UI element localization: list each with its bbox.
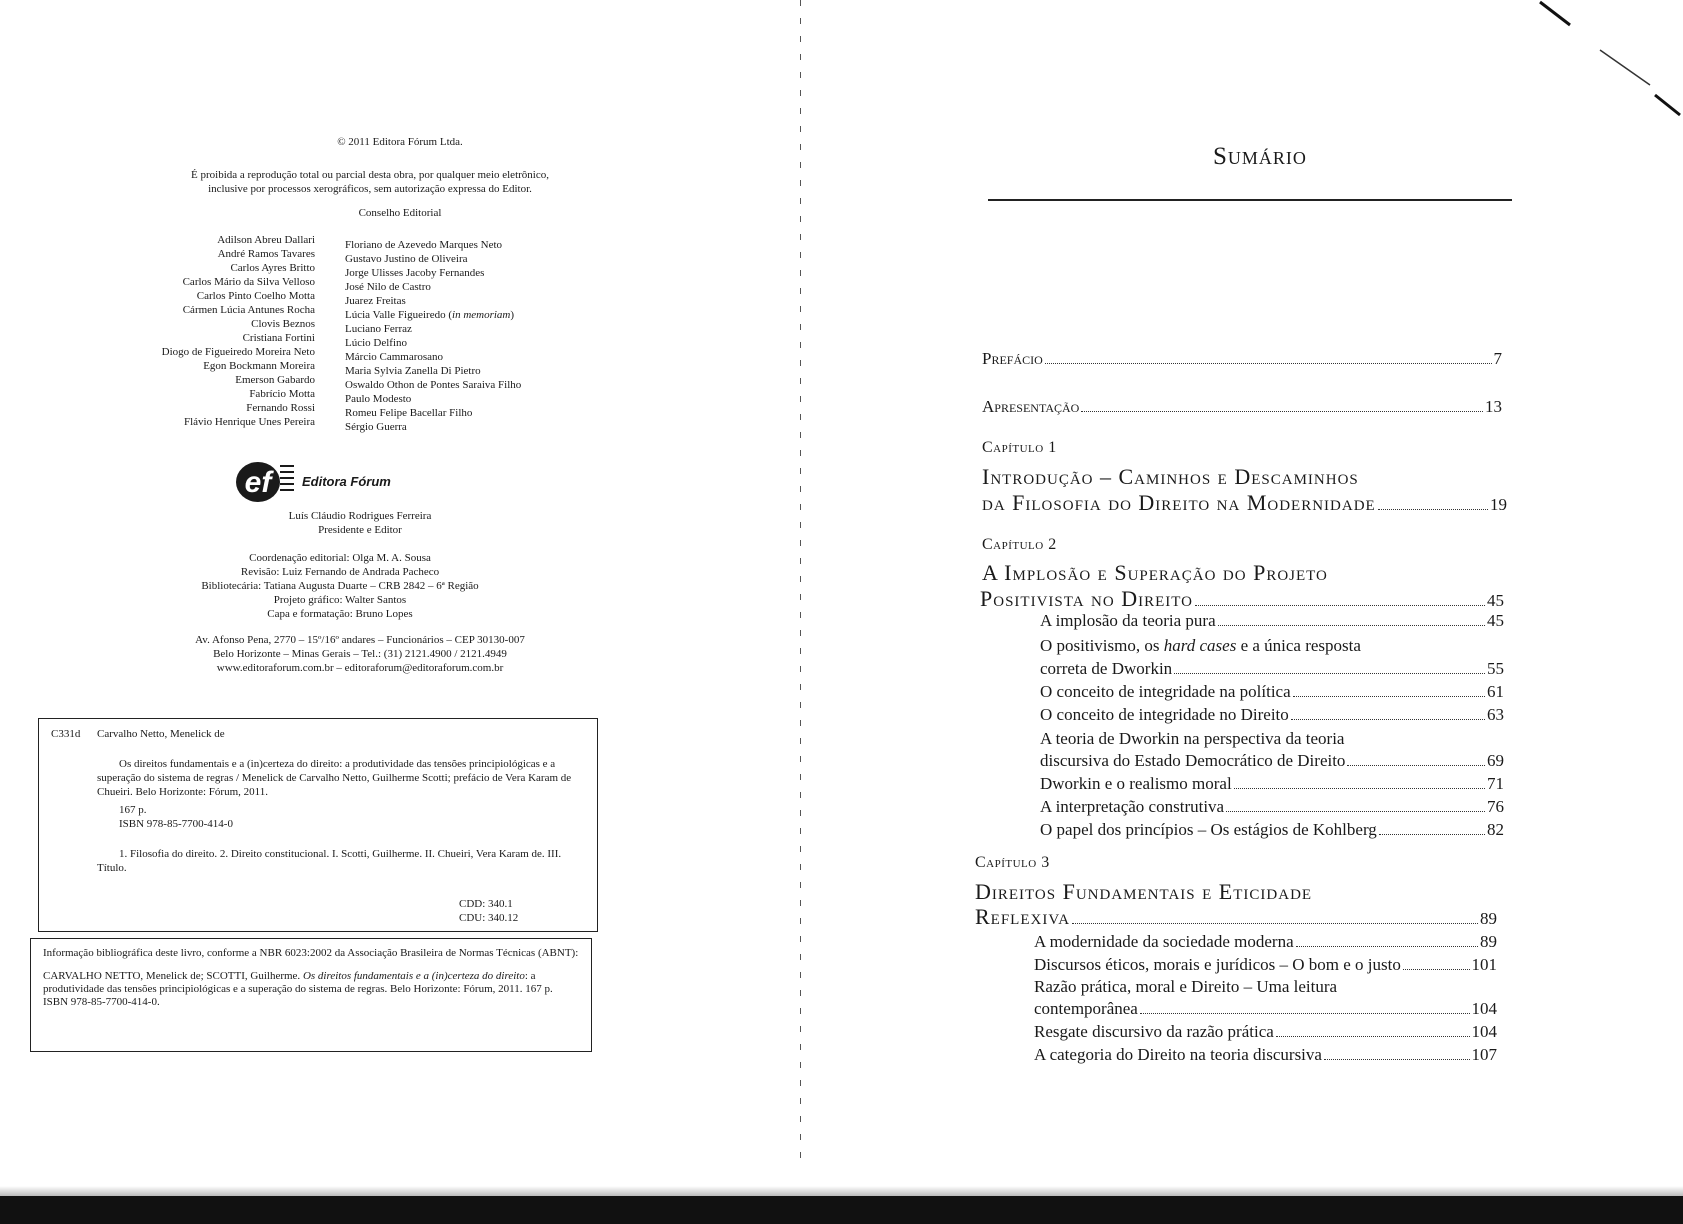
council-member: Emerson Gabardo — [235, 374, 315, 386]
section-title: discursiva do Estado Democrático de Direito — [1040, 751, 1346, 770]
address-line: Av. Afonso Pena, 2770 – 15º/16º andares – Funcionários – CEP 30130-007 — [195, 634, 525, 646]
logo-mark-letters: ef — [244, 466, 272, 499]
toc-section-entry — [1040, 705, 1504, 725]
catalog-record — [38, 718, 598, 932]
chapter-1-label: Capítulo 1 — [982, 439, 1057, 456]
scan-bottom-shadow — [0, 1186, 1683, 1196]
council-member: Carlos Pinto Coelho Motta — [196, 290, 315, 302]
council-member: Floriano de Azevedo Marques Neto — [345, 239, 503, 251]
toc-section-entry — [1034, 999, 1497, 1019]
toc-section-entry — [1034, 932, 1497, 952]
toc-entry-apresentacao — [982, 397, 1502, 417]
toc-section-entry — [1040, 774, 1504, 794]
chapter-3-title-line: Reflexiva — [975, 904, 1071, 929]
council-member: Lúcia Valle Figueiredo (in memoriam) — [345, 309, 515, 321]
chapter-3-label: Capítulo 3 — [975, 854, 1050, 871]
section-title-line: A teoria de Dworkin na perspectiva da teoria — [1040, 729, 1345, 748]
publisher-logo-icon — [232, 458, 298, 504]
reproduction-notice-line: É proibida a reprodução total ou parcial desta obra, por qualquer meio eletrônico, — [191, 169, 549, 181]
chapter-2-title-line: A Implosão e Superação do Projeto — [982, 560, 1328, 585]
council-member: Cármen Lúcia Antunes Rocha — [182, 304, 315, 316]
council-member: Egon Bockmann Moreira — [203, 360, 315, 372]
toc-section-entry — [1040, 820, 1504, 840]
section-title: Dworkin e o realismo moral — [1040, 774, 1232, 793]
chapter-2-page: 45 — [1487, 591, 1504, 610]
section-title-italic: hard cases — [1163, 636, 1237, 655]
section-page: 55 — [1487, 659, 1504, 678]
address-line: Belo Horizonte – Minas Gerais – Tel.: (31) 2121.4900 / 2121.4949 — [213, 648, 507, 660]
council-member: Clovis Beznos — [251, 318, 315, 330]
council-member: Carlos Ayres Britto — [230, 262, 315, 274]
publisher-address — [80, 633, 640, 675]
credit-line: Revisão: Luiz Fernando de Andrada Pacheco — [240, 566, 440, 578]
council-member: Paulo Modesto — [345, 393, 412, 405]
toc-entry-page: 13 — [1485, 397, 1502, 416]
president-title: Presidente e Editor — [318, 524, 402, 536]
section-page: 89 — [1480, 932, 1497, 951]
section-title: A interpretação construtiva — [1040, 797, 1225, 816]
section-page: 63 — [1487, 705, 1504, 724]
council-member: Flávio Henrique Unes Pereira — [183, 416, 315, 428]
credit-line: Bibliotecária: Tatiana Augusta Duarte – CRB 2842 – 6ª Região — [201, 580, 479, 592]
biblio-intro: Informação bibliográfica deste livro, conforme a NBR 6023:2002 da Associação Brasileira de Normas Técnicas (ABNT): — [43, 947, 579, 959]
biblio-reference-lead: CARVALHO NETTO, Menelick de; SCOTTI, Guilherme. — [43, 970, 301, 982]
editorial-council-title: Conselho Editorial — [358, 207, 442, 219]
section-title-line — [1040, 636, 1361, 656]
catalog-pages: 167 p. — [119, 804, 147, 816]
council-member: Diogo de Figueiredo Moreira Neto — [161, 346, 315, 358]
council-member: Juarez Freitas — [345, 295, 406, 307]
council-member: Luciano Ferraz — [345, 323, 412, 335]
section-page: 82 — [1487, 820, 1504, 839]
council-member: Gustavo Justino de Oliveira — [345, 253, 468, 265]
section-page: 104 — [1471, 1022, 1497, 1041]
chapter-1-title-line: da Filosofia do Direito na Modernidade — [982, 490, 1376, 515]
council-member: André Ramos Tavares — [217, 248, 315, 260]
chapter-3-title-entry — [975, 904, 1497, 930]
section-title: Discursos éticos, morais e jurídicos – O bom e o justo — [1034, 955, 1401, 974]
section-title: A implosão da teoria pura — [1040, 611, 1216, 630]
publisher-logo — [232, 456, 391, 506]
credit-line: Projeto gráfico: Walter Santos — [273, 594, 407, 606]
biblio-reference-title: Os direitos fundamentais e a (in)certeza do direito — [302, 970, 525, 982]
toc-section-entry — [1034, 1022, 1497, 1042]
chapter-2-title-entry — [980, 586, 1504, 612]
chapter-3-page: 89 — [1480, 909, 1497, 928]
section-page: 104 — [1471, 999, 1497, 1018]
section-title: contemporânea — [1034, 999, 1138, 1018]
council-member: Oswaldo Othon de Pontes Saraiva Filho — [345, 379, 522, 391]
president-block — [200, 509, 520, 537]
biblio-reference-rest: : a produtividade das tensões principiológicas e a superação do sistema de regras. Belo Horizonte: Fórum, 2011. 167 p. ISBN 978-85-7700-414-0. — [43, 970, 553, 1008]
scan-bottom-edge — [0, 1196, 1683, 1224]
editorial-council-right-column — [345, 238, 605, 434]
council-member: Márcio Cammarosano — [345, 351, 444, 363]
catalog-cdd: CDD: 340.1 — [459, 898, 513, 910]
chapter-1-title-entry — [982, 490, 1507, 516]
chapter-2-label: Capítulo 2 — [982, 536, 1057, 553]
council-member: Maria Sylvia Zanella Di Pietro — [345, 365, 481, 377]
section-page: 69 — [1487, 751, 1504, 770]
book-gutter — [793, 0, 809, 1170]
section-page: 107 — [1471, 1045, 1497, 1064]
copyright-page — [0, 0, 800, 1224]
catalog-author: Carvalho Netto, Menelick de — [97, 728, 225, 740]
toc-entry-label: Prefácio — [982, 349, 1043, 368]
council-member: Carlos Mário da Silva Velloso — [182, 276, 315, 288]
council-member: Fabrício Motta — [249, 388, 315, 400]
toc-section-entry — [1040, 659, 1504, 679]
council-member: Cristiana Fortini — [242, 332, 315, 344]
section-title: O conceito de integridade na política — [1040, 682, 1291, 701]
toc-section-entry — [1040, 682, 1504, 702]
section-page: 101 — [1471, 955, 1497, 974]
scan-edge-marks — [1530, 0, 1683, 120]
toc-entry-page: 7 — [1493, 349, 1502, 368]
section-page: 45 — [1487, 611, 1504, 630]
section-title: O papel dos princípios – Os estágios de Kohlberg — [1040, 820, 1377, 839]
catalog-subjects: 1. Filosofia do direito. 2. Direito constitucional. I. Scotti, Guilherme. II. Chueiri, Vera Karam de. III. Título. — [97, 848, 562, 874]
address-line: www.editoraforum.com.br – editoraforum@editoraforum.com.br — [216, 662, 504, 674]
section-title-line: Razão prática, moral e Direito – Uma leitura — [1034, 977, 1338, 996]
contents-page — [960, 0, 1580, 1224]
reproduction-notice-line: inclusive por processos xerográficos, sem autorização expressa do Editor. — [208, 183, 532, 195]
council-member: José Nilo de Castro — [345, 281, 431, 293]
section-title: A categoria do Direito na teoria discursiva — [1034, 1045, 1322, 1064]
section-title: O conceito de integridade no Direito — [1040, 705, 1289, 724]
section-title-part: O positivismo, os — [1040, 636, 1164, 655]
catalog-cdu: CDU: 340.12 — [459, 912, 519, 924]
reproduction-notice — [80, 168, 660, 196]
chapter-2-title-line: Positivista no Direito — [980, 586, 1193, 611]
section-title: correta de Dworkin — [1040, 659, 1173, 678]
copyright-line: © 2011 Editora Fórum Ltda. — [337, 136, 463, 148]
toc-section-entry — [1040, 797, 1504, 817]
toc-section-entry — [1034, 955, 1497, 975]
president-name: Luís Cláudio Rodrigues Ferreira — [288, 510, 432, 522]
catalog-code: C331d — [51, 728, 81, 740]
chapter-1-title-line: Introdução – Caminhos e Descaminhos — [982, 464, 1359, 489]
credit-line: Coordenação editorial: Olga M. A. Sousa — [249, 552, 431, 564]
publisher-logo-text: Editora Fórum — [302, 473, 391, 489]
council-member: Lúcio Delfino — [345, 337, 408, 349]
toc-section-entry — [1040, 611, 1504, 631]
credits-block — [120, 551, 560, 621]
section-page: 76 — [1487, 797, 1504, 816]
section-title: Resgate discursivo da razão prática — [1034, 1022, 1274, 1041]
section-title: A modernidade da sociedade moderna — [1034, 932, 1294, 951]
toc-entry-prefacio — [982, 349, 1502, 369]
chapter-1-page: 19 — [1490, 495, 1507, 514]
council-member: Sérgio Guerra — [345, 421, 407, 433]
toc-section-entry — [1040, 751, 1504, 771]
council-member: Romeu Felipe Bacellar Filho — [345, 407, 473, 419]
credit-line: Capa e formatação: Bruno Lopes — [267, 608, 413, 620]
section-page: 61 — [1487, 682, 1504, 701]
section-title-part: e a única resposta — [1236, 636, 1361, 655]
toc-entry-label: Apresentação — [982, 397, 1080, 416]
chapter-3-title-line: Direitos Fundamentais e Eticidade — [975, 879, 1313, 904]
bibliographic-reference — [30, 938, 592, 1052]
biblio-reference — [43, 970, 579, 1009]
council-member: Fernando Rossi — [246, 402, 315, 414]
toc-section-entry — [1034, 1045, 1497, 1065]
catalog-description: Os direitos fundamentais e a (in)certeza do direito: a produtividade das tensões principiológicas e a superação do sistema de regras / Menelick de Carvalho Netto, Guilherme Scotti; prefácio de Vera Karam de Chueiri. Belo Horizonte: Fórum, 2011. — [97, 758, 572, 798]
section-page: 71 — [1487, 774, 1504, 793]
council-member: Adilson Abreu Dallari — [217, 234, 315, 246]
title-rule — [988, 199, 1512, 201]
contents-title: Sumário — [1213, 143, 1307, 170]
council-member: Jorge Ulisses Jacoby Fernandes — [345, 267, 485, 279]
editorial-council-left-column — [55, 233, 315, 429]
catalog-isbn: ISBN 978-85-7700-414-0 — [119, 818, 233, 830]
